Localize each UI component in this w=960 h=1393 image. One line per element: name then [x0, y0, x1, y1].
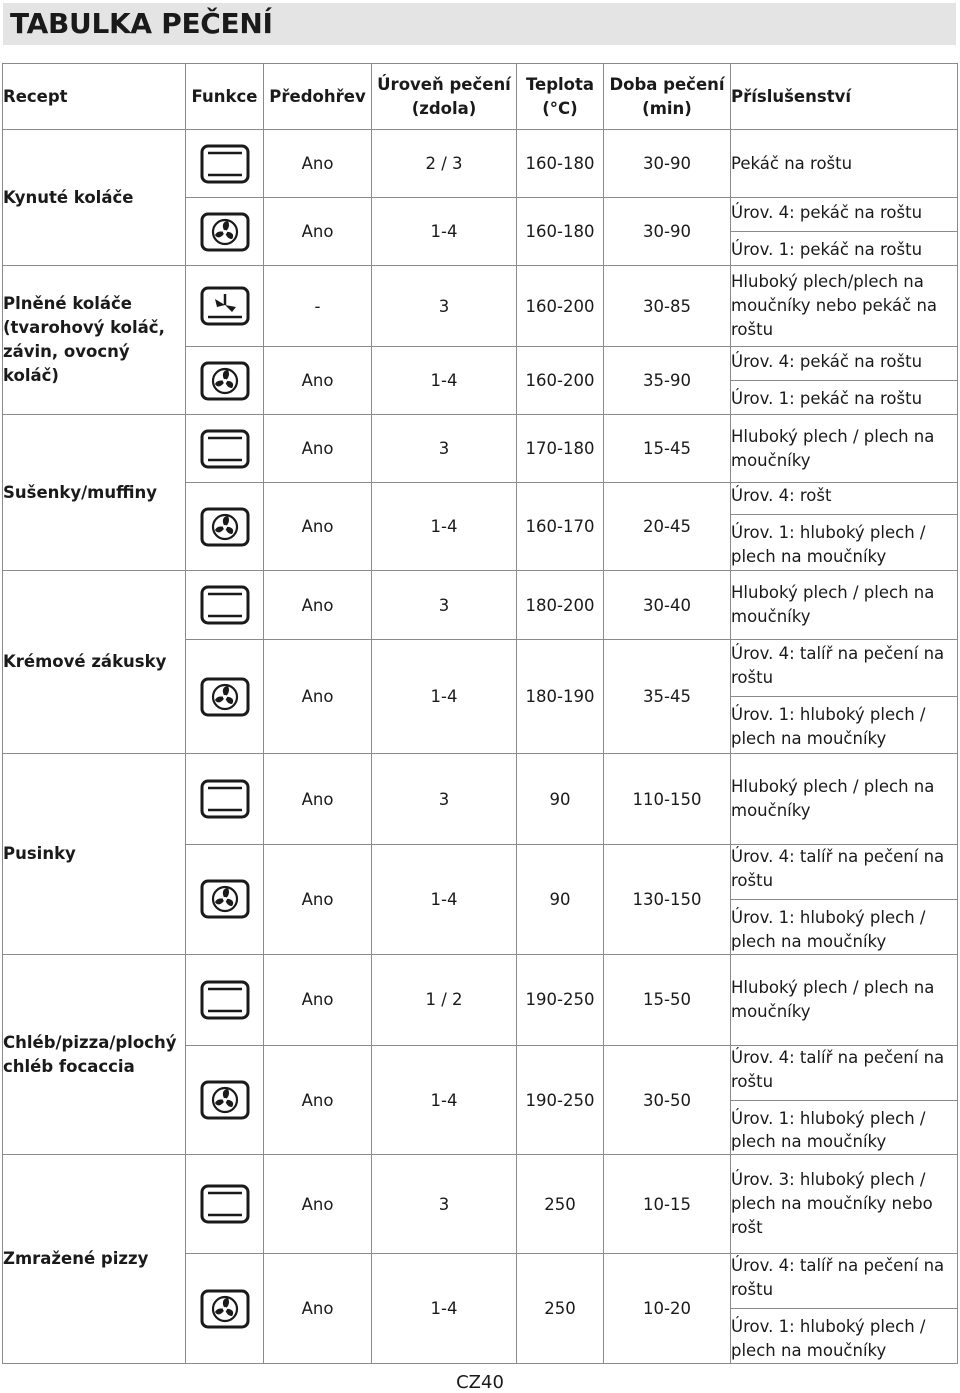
recipe-cell: [3, 415, 186, 571]
accessories-cell: [731, 571, 958, 640]
level-cell: 1-4: [372, 347, 517, 415]
preheat-cell: Ano: [264, 130, 372, 198]
fan-forced-icon: [199, 516, 251, 535]
level-cell: 3: [372, 571, 517, 640]
temperature-cell: 180-200: [517, 571, 604, 640]
time-cell: 110-150: [604, 754, 731, 845]
accessory-line: Úrov. 1: pekáč na roštu: [731, 380, 957, 411]
accessory-line: Úrov. 4: pekáč na roštu: [731, 352, 923, 372]
recipe-line: (tvarohový koláč,: [3, 318, 165, 338]
table-row: [3, 415, 958, 483]
accessories-cell: [731, 845, 958, 955]
table-row: [3, 130, 958, 198]
level-cell: 3: [372, 266, 517, 347]
recipe-line: Chléb/pizza/plochý: [3, 1032, 177, 1052]
temperature-cell: 90: [517, 845, 604, 955]
table-row: [3, 754, 958, 845]
temperature-cell: 160-200: [517, 347, 604, 415]
level-cell: 3: [372, 754, 517, 845]
preheat-cell: Ano: [264, 640, 372, 754]
function-cell: [186, 754, 264, 845]
function-cell: [186, 1254, 264, 1364]
header-preheat: Předohřev: [264, 64, 372, 130]
function-cell: [186, 347, 264, 415]
level-cell: 1-4: [372, 483, 517, 571]
accessory-line: Hluboký plech / plech na moučníky: [731, 777, 935, 820]
accessories-cell: [731, 954, 958, 1045]
preheat-cell: Ano: [264, 1045, 372, 1155]
fan-forced-icon: [199, 686, 251, 705]
accessories-cell: [731, 1155, 958, 1254]
temperature-cell: 160-180: [517, 130, 604, 198]
function-cell: [186, 130, 264, 198]
level-cell: 2 / 3: [372, 130, 517, 198]
recipe-line: Zmražené pizzy: [3, 1249, 149, 1269]
temperature-cell: 190-250: [517, 1045, 604, 1155]
conventional-heat-icon: [199, 1194, 251, 1213]
accessory-line: Úrov. 1: hluboký plech / plech na moučníky: [731, 696, 957, 751]
function-cell: [186, 571, 264, 640]
recipe-line: Kynuté koláče: [3, 187, 134, 207]
accessory-line: Úrov. 1: hluboký plech / plech na moučníky: [731, 514, 957, 569]
accessory-line: Úrov. 1: hluboký plech / plech na moučníky: [731, 1308, 957, 1363]
conventional-heat-icon: [199, 595, 251, 614]
preheat-cell: -: [264, 266, 372, 347]
recipe-cell: [3, 571, 186, 754]
header-time-line2: (min): [642, 98, 692, 118]
accessory-line: Úrov. 1: hluboký plech / plech na moučníky: [731, 899, 957, 954]
time-cell: 30-90: [604, 130, 731, 198]
conventional-heat-icon: [199, 989, 251, 1008]
accessories-cell: [731, 1254, 958, 1364]
temperature-cell: 180-190: [517, 640, 604, 754]
header-recipe: Recept: [3, 64, 186, 130]
accessory-line: Úrov. 4: talíř na pečení na roštu: [731, 1047, 945, 1091]
recipe-cell: [3, 954, 186, 1155]
recipe-line: chléb focaccia: [3, 1056, 135, 1076]
accessories-cell: [731, 415, 958, 483]
time-cell: 30-40: [604, 571, 731, 640]
recipe-cell: [3, 754, 186, 955]
accessory-line: Úrov. 1: hluboký plech / plech na moučníky: [731, 1100, 957, 1155]
header-accessories: Příslušenství: [731, 64, 958, 130]
function-cell: [186, 640, 264, 754]
level-cell: 1-4: [372, 198, 517, 266]
time-cell: 15-50: [604, 954, 731, 1045]
baking-table: [2, 63, 958, 1364]
temperature-cell: 170-180: [517, 415, 604, 483]
conventional-heat-icon: [199, 789, 251, 808]
accessory-line: Pekáč na roštu: [731, 153, 853, 173]
fan-forced-icon: [199, 1298, 251, 1317]
function-cell: [186, 845, 264, 955]
table-row: [3, 266, 958, 347]
function-cell: [186, 198, 264, 266]
header-temp: [517, 64, 604, 130]
fan-forced-icon: [199, 221, 251, 240]
temperature-cell: 160-170: [517, 483, 604, 571]
level-cell: 1-4: [372, 845, 517, 955]
accessories-cell: [731, 266, 958, 347]
accessory-line: Hluboký plech / plech na moučníky: [731, 426, 935, 470]
temperature-cell: 190-250: [517, 954, 604, 1045]
temperature-cell: 160-180: [517, 198, 604, 266]
function-cell: [186, 1045, 264, 1155]
recipe-line: Pusinky: [3, 843, 76, 863]
preheat-cell: Ano: [264, 347, 372, 415]
header-level: [372, 64, 517, 130]
level-cell: 1-4: [372, 1045, 517, 1155]
recipe-cell: [3, 130, 186, 266]
header-function: Funkce: [186, 64, 264, 130]
conventional-heat-icon: [199, 438, 251, 457]
preheat-cell: Ano: [264, 198, 372, 266]
recipe-line: Krémové zákusky: [3, 652, 167, 672]
function-cell: [186, 1155, 264, 1254]
preheat-cell: Ano: [264, 754, 372, 845]
recipe-line: závin, ovocný: [3, 342, 130, 361]
accessory-line: Hluboký plech / plech na moučníky: [731, 583, 935, 626]
table-body: [3, 130, 958, 1364]
accessory-line: Hluboký plech/plech na moučníky nebo pekáč na roštu: [731, 272, 938, 339]
accessory-line: Úrov. 4: talíř na pečení na roštu: [731, 1256, 945, 1300]
header-row: [3, 64, 958, 130]
accessory-line: Hluboký plech / plech na moučníky: [731, 977, 935, 1021]
accessory-line: Úrov. 4: talíř na pečení na roštu: [731, 847, 945, 890]
accessory-line: Úrov. 1: pekáč na roštu: [731, 231, 957, 262]
page-number: CZ40: [456, 1372, 504, 1393]
time-cell: 30-90: [604, 198, 731, 266]
level-cell: 3: [372, 415, 517, 483]
accessories-cell: [731, 347, 958, 415]
time-cell: 10-15: [604, 1155, 731, 1254]
recipe-cell: [3, 1155, 186, 1364]
function-cell: [186, 483, 264, 571]
header-temp-line1: Teplota: [525, 75, 595, 95]
temperature-cell: 250: [517, 1254, 604, 1364]
temperature-cell: 250: [517, 1155, 604, 1254]
preheat-cell: Ano: [264, 1155, 372, 1254]
recipe-line: koláč): [3, 365, 59, 385]
recipe-line: Sušenky/muffiny: [3, 482, 157, 502]
accessories-cell: [731, 130, 958, 198]
accessory-line: Úrov. 4: talíř na pečení na roštu: [731, 644, 945, 688]
time-cell: 130-150: [604, 845, 731, 955]
convection-bake-icon: [199, 296, 251, 315]
preheat-cell: Ano: [264, 1254, 372, 1364]
accessory-line: Úrov. 4: rošt: [731, 486, 832, 506]
level-cell: 1-4: [372, 1254, 517, 1364]
fan-forced-icon: [199, 889, 251, 908]
header-temp-line2: (°C): [542, 98, 578, 118]
accessories-cell: [731, 483, 958, 571]
header-level-line2: (zdola): [411, 98, 477, 118]
title-bar: [3, 3, 956, 45]
time-cell: 35-90: [604, 347, 731, 415]
function-cell: [186, 415, 264, 483]
preheat-cell: Ano: [264, 845, 372, 955]
table-row: [3, 1155, 958, 1254]
time-cell: 15-45: [604, 415, 731, 483]
recipe-cell: [3, 266, 186, 415]
header-time-line1: Doba pečení: [609, 75, 725, 95]
accessories-cell: [731, 754, 958, 845]
preheat-cell: Ano: [264, 571, 372, 640]
time-cell: 30-85: [604, 266, 731, 347]
table-row: [3, 954, 958, 1045]
level-cell: 1 / 2: [372, 954, 517, 1045]
accessories-cell: [731, 198, 958, 266]
header-level-line1: Úroveň pečení: [377, 75, 511, 95]
temperature-cell: 90: [517, 754, 604, 845]
preheat-cell: Ano: [264, 954, 372, 1045]
level-cell: 1-4: [372, 640, 517, 754]
table-row: [3, 571, 958, 640]
time-cell: 20-45: [604, 483, 731, 571]
recipe-line: Plněné koláče: [3, 294, 132, 314]
preheat-cell: Ano: [264, 483, 372, 571]
fan-forced-icon: [199, 1090, 251, 1109]
header-time: [604, 64, 731, 130]
accessories-cell: [731, 1045, 958, 1155]
time-cell: 35-45: [604, 640, 731, 754]
accessory-line: Úrov. 4: pekáč na roštu: [731, 203, 923, 223]
time-cell: 10-20: [604, 1254, 731, 1364]
function-cell: [186, 266, 264, 347]
time-cell: 30-50: [604, 1045, 731, 1155]
level-cell: 3: [372, 1155, 517, 1254]
conventional-heat-icon: [199, 153, 251, 172]
page-title: TABULKA PEČENÍ: [10, 7, 273, 40]
accessories-cell: [731, 640, 958, 754]
fan-forced-icon: [199, 370, 251, 389]
function-cell: [186, 954, 264, 1045]
preheat-cell: Ano: [264, 415, 372, 483]
accessory-line: Úrov. 3: hluboký plech / plech na moučníky nebo rošt: [731, 1170, 933, 1238]
temperature-cell: 160-200: [517, 266, 604, 347]
